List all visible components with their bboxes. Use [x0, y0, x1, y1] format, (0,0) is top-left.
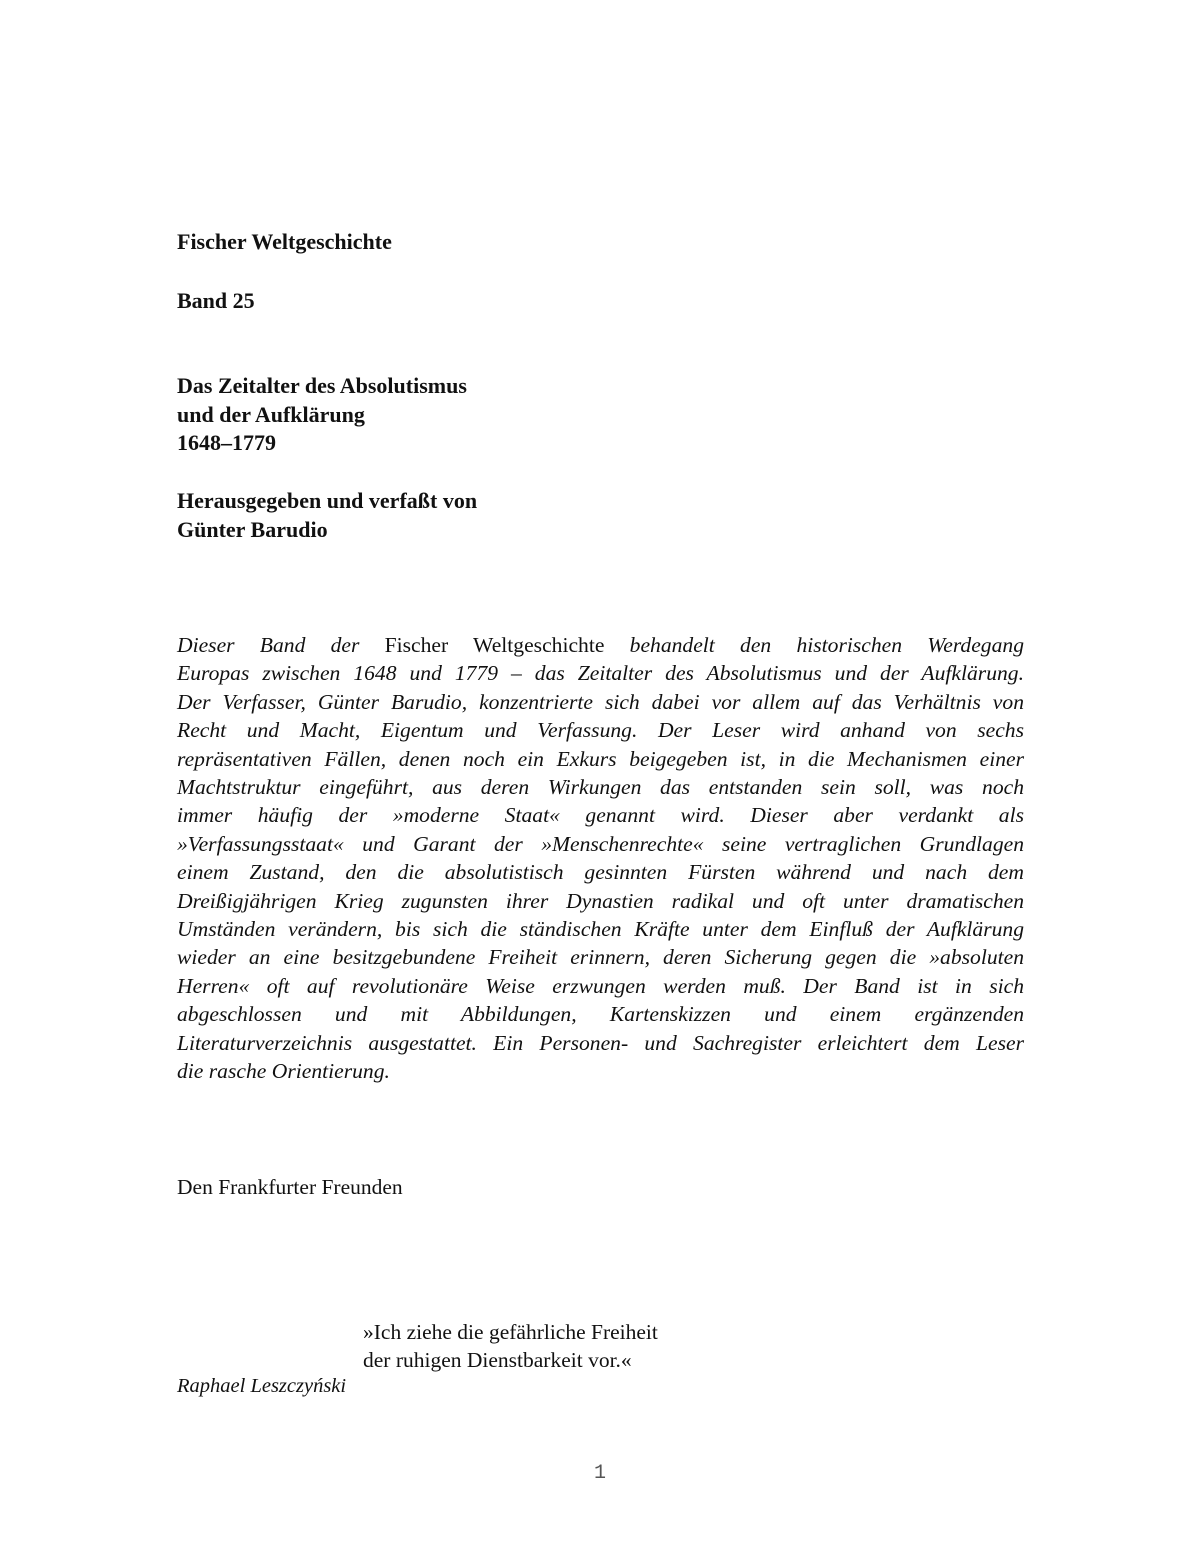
band-number: Band 25	[177, 288, 255, 313]
epigraph-author: Raphael Leszczyński	[177, 1375, 347, 1397]
description-line: Herren« oft auf revolutionäre Weise erzwungen werden muß. Der Band ist in sich	[177, 973, 1024, 998]
description-line: Recht und Macht, Eigentum und Verfassung. Der Leser wird anhand von sechs	[177, 718, 1024, 743]
editor-credit-label: Herausgegeben und verfaßt von	[177, 488, 478, 513]
description-line: Dieser Band der Fischer Weltgeschichte behandelt den historischen Werdegang	[177, 633, 1024, 657]
description-line: Europas zwischen 1648 und 1779 – das Zeitalter des Absolutismus und der Aufklärung.	[177, 661, 1024, 686]
description-line: »Verfassungsstaat« und Garant der »Menschenrechte« seine vertraglichen Grundlagen	[177, 831, 1024, 856]
epigraph-line: der ruhigen Dienstbarkeit vor.«	[363, 1348, 632, 1372]
description-line: Literaturverzeichnis ausgestattet. Ein Personen- und Sachregister erleichtert dem Leser	[177, 1030, 1024, 1055]
book-description	[177, 631, 1024, 1086]
description-line: Dreißigjährigen Krieg zugunsten ihrer Dynastien radikal und oft unter dramatischen	[177, 888, 1024, 913]
editor-credit	[177, 487, 477, 544]
epigraph-quote	[363, 1318, 658, 1374]
page-number: 1	[593, 1462, 606, 1485]
book-title-line: und der Aufklärung	[177, 401, 365, 427]
series-title: Fischer Weltgeschichte	[177, 229, 392, 254]
description-line: immer häufig der »moderne Staat« genannt wird. Dieser aber verdankt als	[177, 803, 1024, 828]
book-title-dates: 1648–1779	[177, 430, 276, 455]
dedication: Den Frankfurter Freunden	[177, 1175, 403, 1199]
book-title-line: Das Zeitalter des Absolutismus	[177, 373, 467, 398]
description-line: repräsentativen Fällen, denen noch ein Exkurs beigegeben ist, in die Mechanismen einer	[177, 746, 1024, 771]
description-line: Umständen verändern, bis sich die ständischen Kräfte unter dem Einfluß der Aufklärung	[177, 917, 1024, 942]
editor-name: Günter Barudio	[177, 516, 328, 542]
epigraph-line: »Ich ziehe die gefährliche Freiheit	[363, 1320, 658, 1344]
book-title	[177, 372, 467, 458]
description-line: Machtstruktur eingeführt, aus deren Wirkungen das entstanden sein soll, was noch	[177, 775, 1024, 800]
description-line: die rasche Orientierung.	[177, 1059, 390, 1084]
series-name-inline: Fischer Weltgeschichte	[384, 633, 605, 657]
description-line: abgeschlossen und mit Abbildungen, Kartenskizzen und einem ergänzenden	[177, 1002, 1024, 1027]
description-line: wieder an eine besitzgebundene Freiheit erinnern, deren Sicherung gegen die »absoluten	[177, 945, 1024, 970]
description-line: einem Zustand, den die absolutistisch gesinnten Fürsten während und nach dem	[177, 860, 1024, 885]
description-line: Der Verfasser, Günter Barudio, konzentrierte sich dabei vor allem auf das Verhältnis von	[177, 689, 1024, 714]
